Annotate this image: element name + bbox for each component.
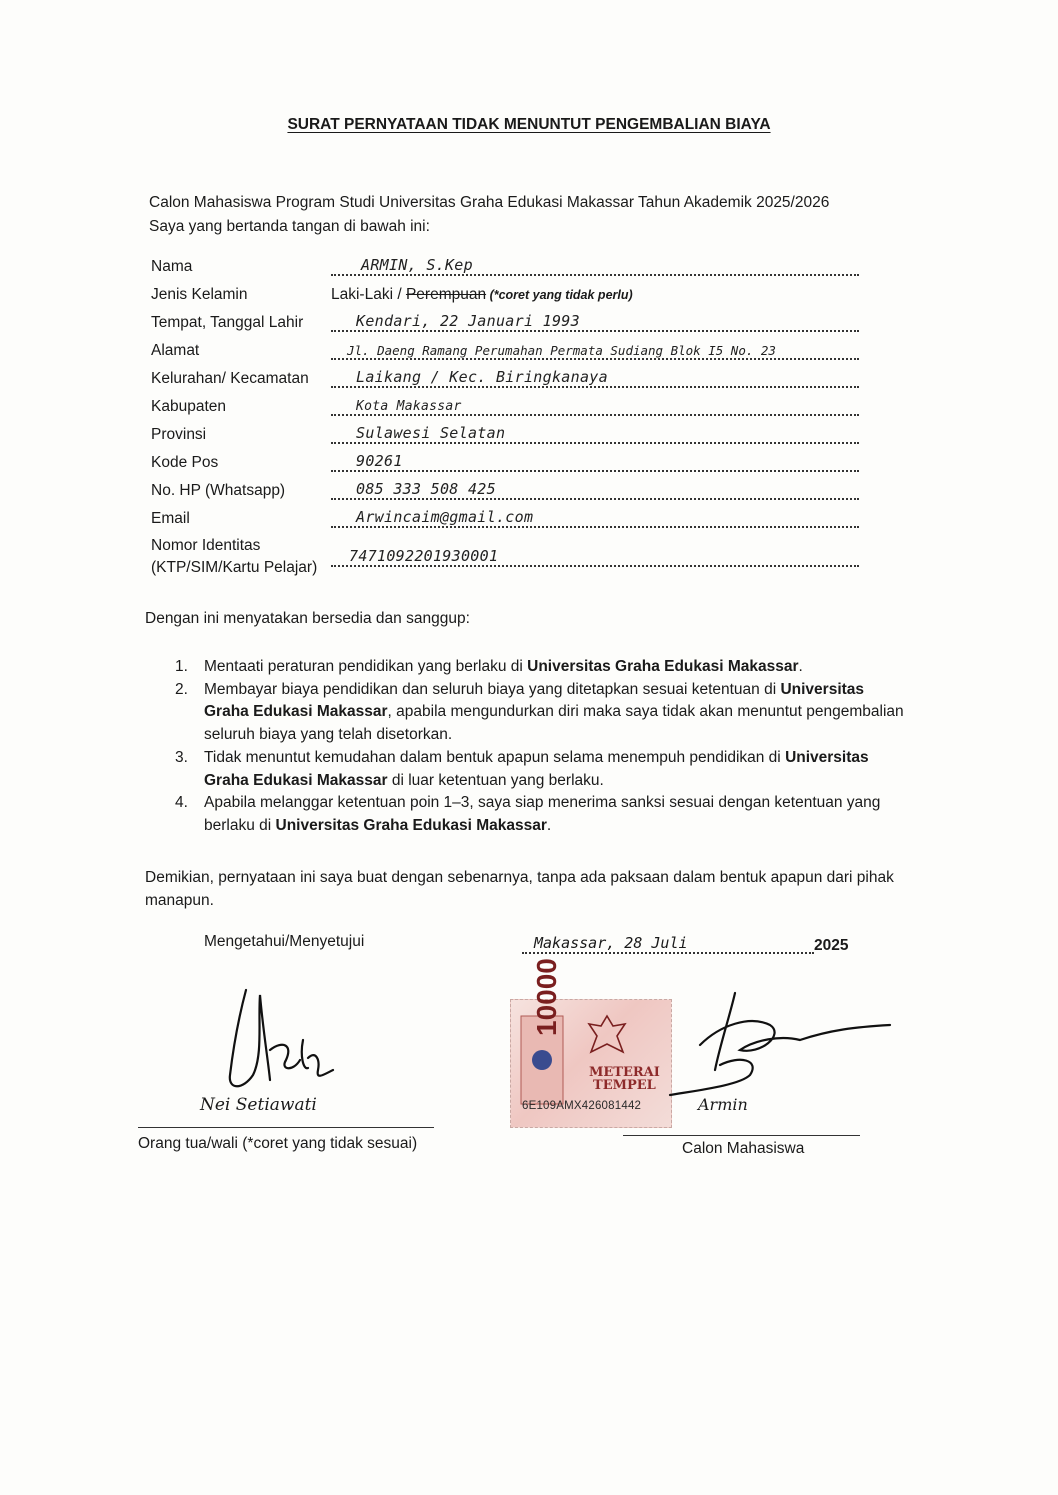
place-date-handwritten: Makassar, 28 Juli xyxy=(534,934,688,952)
field-label: Kabupaten xyxy=(151,398,226,415)
parent-signature-block xyxy=(138,975,438,1165)
field-label: Tempat, Tanggal Lahir xyxy=(151,314,304,331)
list-text: . xyxy=(798,658,803,675)
field-label: Alamat xyxy=(151,342,200,359)
signature-line xyxy=(623,1135,860,1136)
field-label: No. HP (Whatsapp) xyxy=(151,482,286,499)
field-value: ARMIN, S.Kep xyxy=(361,256,473,274)
field-label: Jenis Kelamin xyxy=(151,286,248,303)
field-alamat xyxy=(151,334,911,362)
field-value: 085 333 508 425 xyxy=(356,480,496,498)
list-item xyxy=(170,747,910,792)
list-text: , apabila mengundurkan diri maka saya tidak akan menuntut pengembalian seluruh biaya yang telah disetorkan. xyxy=(204,703,904,744)
list-item xyxy=(170,792,910,837)
field-value: Kendari, 22 Januari 1993 xyxy=(356,312,580,330)
list-item xyxy=(170,679,910,747)
field-value: Arwincaim@gmail.com xyxy=(356,508,534,526)
field-kode-pos xyxy=(151,446,911,474)
intro xyxy=(149,191,829,239)
statement: Dengan ini menyatakan bersedia dan sanggup: xyxy=(145,610,470,627)
list-text: Membayar biaya pendidikan dan seluruh biaya yang ditetapkan sesuai ketentuan di xyxy=(204,680,781,698)
student-caption: Calon Mahasiswa xyxy=(682,1140,805,1157)
intro-line-1: Calon Mahasiswa Program Studi Universitas Graha Edukasi Makassar Tahun Akademik 2025/2026 xyxy=(149,194,830,211)
dotted-line xyxy=(331,330,859,332)
dotted-line xyxy=(331,498,859,500)
field-label: Kode Pos xyxy=(151,454,219,471)
dotted-line xyxy=(331,565,859,567)
list-number: 1. xyxy=(175,658,188,675)
field-value: 90261 xyxy=(356,452,403,470)
list-text: . xyxy=(546,816,552,834)
dotted-line xyxy=(331,358,859,360)
field-value: Laikang / Kec. Biringkanaya xyxy=(356,368,608,386)
dotted-line xyxy=(331,414,859,416)
field-provinsi xyxy=(151,418,911,446)
student-signature-block xyxy=(620,985,870,1165)
field-identitas xyxy=(151,535,911,575)
field-label-line-1: Nomor Identitas xyxy=(151,537,261,554)
list-item xyxy=(170,656,910,679)
list-number: 2. xyxy=(175,680,188,698)
stamp-label-line: TEMPEL xyxy=(593,1078,656,1093)
field-label: Email xyxy=(151,510,190,527)
list-text-bold: Universitas Graha Edukasi Makassar xyxy=(204,748,869,789)
field-email xyxy=(151,502,911,530)
field-value: Jl. Daeng Ramang Perumahan Permata Sudiang Blok I5 No. 23 xyxy=(347,343,776,358)
parent-caption: Orang tua/wali (*coret yang tidak sesuai) xyxy=(138,1135,418,1152)
signature-line xyxy=(138,1127,434,1128)
place-date-year: 2025 xyxy=(814,937,849,954)
field-no-hp xyxy=(151,474,911,502)
dotted-line xyxy=(522,952,814,954)
student-name: Armin xyxy=(698,1095,748,1114)
place-date xyxy=(522,930,852,956)
list-text-bold: Universitas Graha Edukasi Makassar xyxy=(204,680,865,721)
field-kabupaten xyxy=(151,390,911,418)
list-text-bold: Universitas Graha Edukasi Makassar xyxy=(527,658,799,675)
dotted-line xyxy=(331,470,859,472)
list-text: Tidak menuntut kemudahan dalam bentuk apapun selama menempuh pendidikan di xyxy=(204,748,786,766)
field-label: Nama xyxy=(151,258,193,275)
stamp-label-line: METERAI xyxy=(589,1065,660,1080)
field-ttl xyxy=(151,306,911,334)
field-kelurahan xyxy=(151,362,911,390)
student-signature xyxy=(660,985,900,1105)
list-text: Mentaati peraturan pendidikan yang berlaku di xyxy=(204,658,528,675)
gender-note: (*coret yang tidak perlu) xyxy=(486,288,633,302)
list-text-bold: Universitas Graha Edukasi Makassar xyxy=(275,816,547,834)
field-label: Kelurahan/ Kecamatan xyxy=(151,370,309,387)
gender-options xyxy=(331,286,633,304)
gender-female-struck: Perempuan xyxy=(405,286,487,303)
stamp-value: 10000 xyxy=(531,958,562,1036)
closing-paragraph: Demikian, pernyataan ini saya buat dengan sebenarnya, tanpa ada paksaan dalam bentuk apapun dari pihak manapun. xyxy=(145,869,894,909)
commitment-list xyxy=(170,656,910,838)
field-jenis-kelamin xyxy=(151,278,911,306)
approval-label: Mengetahui/Menyetujui xyxy=(204,933,365,950)
stamp-code: 6E109AMX426081442 xyxy=(522,1100,642,1112)
dotted-line xyxy=(331,386,859,388)
dotted-line xyxy=(331,526,859,528)
document-title: SURAT PERNYATAAN TIDAK MENUNTUT PENGEMBALIAN BIAYA xyxy=(287,116,771,133)
field-label xyxy=(151,535,317,579)
field-value: Sulawesi Selatan xyxy=(356,424,506,442)
dotted-line xyxy=(331,274,859,276)
field-value: Kota Makassar xyxy=(356,399,462,414)
list-text: Apabila melanggar ketentuan poin 1–3, saya siap menerima sanksi sesuai dengan ketentuan yang berlaku di xyxy=(204,794,881,834)
field-value: 7471092201930001 xyxy=(349,547,499,565)
field-label-line-2: (KTP/SIM/Kartu Pelajar) xyxy=(151,559,318,576)
gender-male: Laki-Laki / xyxy=(331,286,406,303)
field-nama xyxy=(151,250,911,278)
list-number: 3. xyxy=(175,748,188,766)
list-number: 4. xyxy=(175,794,188,812)
parent-name: Nei Setiawati xyxy=(200,1095,317,1115)
field-label: Provinsi xyxy=(151,426,207,443)
parent-signature xyxy=(208,980,408,1110)
intro-line-2: Saya yang bertanda tangan di bawah ini: xyxy=(149,218,430,235)
list-text: di luar ketentuan yang berlaku. xyxy=(387,771,604,789)
dotted-line xyxy=(331,442,859,444)
